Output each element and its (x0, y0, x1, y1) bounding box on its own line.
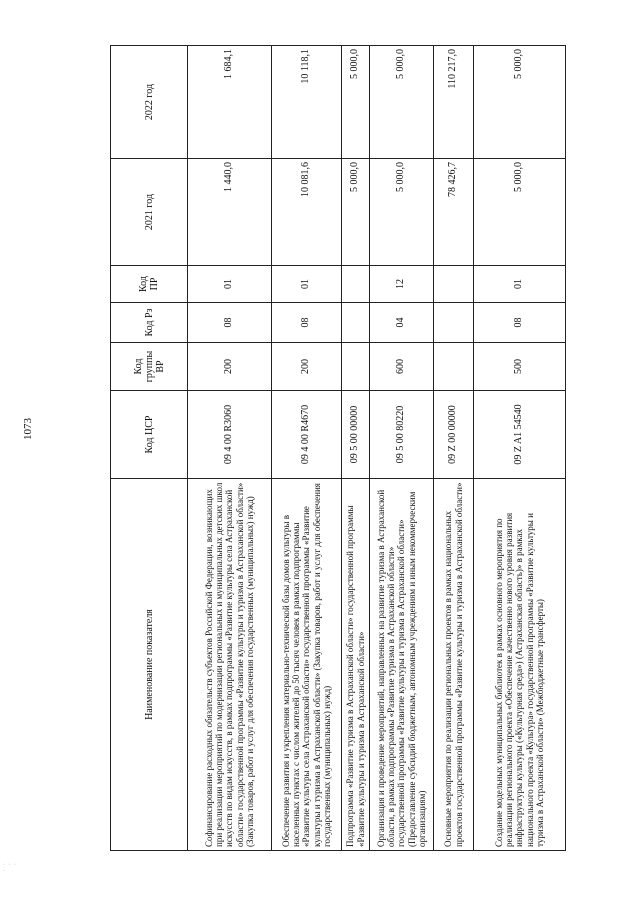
header-2022: 2022 год (111, 46, 188, 159)
header-vr: Код группы ВР (111, 343, 188, 391)
header-csr: Код ЦСР (111, 391, 188, 479)
row-2021: 10 081,6 (272, 159, 342, 266)
row-csr: 09 Z A1 54540 (474, 391, 566, 479)
row-2022: 5 000,0 (342, 46, 370, 159)
row-pr: 01 (188, 266, 272, 303)
table-header-row (111, 46, 188, 851)
row-pr: 01 (474, 266, 566, 303)
row-vr: 200 (188, 343, 272, 391)
table-row (342, 46, 370, 851)
row-rz: 04 (370, 303, 434, 343)
budget-table-rotated (110, 46, 545, 851)
header-pr: Код ПР (111, 266, 188, 303)
scan-edge-marks: · · · · (3, 862, 17, 874)
row-rz: 08 (188, 303, 272, 343)
header-2021: 2021 год (111, 159, 188, 266)
row-pr: 01 (272, 266, 342, 303)
row-2021: 5 000,0 (474, 159, 566, 266)
row-csr: 09 4 00 R3060 (188, 391, 272, 479)
row-vr (434, 343, 474, 391)
row-name: Создание модельных муниципальных библиотек в рамках основного мероприятия по реализации регионального проекта «Обеспечение качественно нового уровня развития инфраструктуры культуры («Культурная среда») (Астраханская область)» в рамках национального проекта «Культура» государственной программы «Развитие культуры и туризма в Астраханской области» (Межбюджетные трансферты) (474, 479, 566, 851)
row-vr: 200 (272, 343, 342, 391)
row-2022: 1 684,1 (188, 46, 272, 159)
row-csr: 09 5 00 00000 (342, 391, 370, 479)
row-pr (434, 266, 474, 303)
row-vr: 600 (370, 343, 434, 391)
row-pr: 12 (370, 266, 434, 303)
header-rz: Код Рз (111, 303, 188, 343)
row-name: Основные мероприятия по реализации региональных проектов в рамках национальных проектов государственной программы «Развитие культуры и туризма в Астраханской области» (434, 479, 474, 851)
table-row (434, 46, 474, 851)
row-pr (342, 266, 370, 303)
row-name: Софинансирование расходных обязательств субъектов Российской Федерации, возникающих при реализации мероприятий по модернизации региональных и муниципальных детских школ искусств по видам искусств, в рамках подпрограммы «Развитие культуры села Астраханской области» государственной программы «Развитие культуры и туризма в Астраханской области» (Закупка товаров, работ и услуг для обеспечения государственных (муниципальных) нужд) (188, 479, 272, 851)
table-row (272, 46, 342, 851)
page-number: 1073 (22, 418, 34, 440)
row-vr (342, 343, 370, 391)
row-rz (342, 303, 370, 343)
row-csr: 09 4 00 R4670 (272, 391, 342, 479)
row-rz: 08 (272, 303, 342, 343)
row-name: Подпрограмма «Развитие туризма в Астраханской области» государственной программы «Развитие культуры и туризма в Астраханской области» (342, 479, 370, 851)
row-2021: 1 440,0 (188, 159, 272, 266)
row-2021: 78 426,7 (434, 159, 474, 266)
row-2021: 5 000,0 (342, 159, 370, 266)
table-row (474, 46, 566, 851)
row-vr: 500 (474, 343, 566, 391)
row-2022: 5 000,0 (474, 46, 566, 159)
header-name: Наименование показателя (111, 479, 188, 851)
table-row (370, 46, 434, 851)
row-csr: 09 Z 00 00000 (434, 391, 474, 479)
row-rz: 08 (474, 303, 566, 343)
row-2022: 5 000,0 (370, 46, 434, 159)
row-name: Обеспечение развития и укрепления материально-технической базы домов культуры в населенных пунктах с числом жителей до 50 тысяч человек в рамках подпрограммы «Развитие культуры села Астраханской области» государственной программы «Развитие культуры и туризма в Астраханской области» (Закупка товаров, работ и услуг для обеспечения государственных (муниципальных) нужд) (272, 479, 342, 851)
row-2022: 110 217,0 (434, 46, 474, 159)
row-csr: 09 5 00 80220 (370, 391, 434, 479)
budget-table (110, 45, 566, 851)
row-rz (434, 303, 474, 343)
row-2021: 5 000,0 (370, 159, 434, 266)
row-2022: 10 118,1 (272, 46, 342, 159)
table-row (188, 46, 272, 851)
row-name: Организация и проведение мероприятий, направленных на развитие туризма в Астраханской области, в рамках подпрограммы «Развитие туризма в Астраханской области» государственной программы «Развитие культуры и туризма в Астраханской области» (Предоставление субсидий бюджетным, автономным учреждениям и иным некоммерческим организациям) (370, 479, 434, 851)
